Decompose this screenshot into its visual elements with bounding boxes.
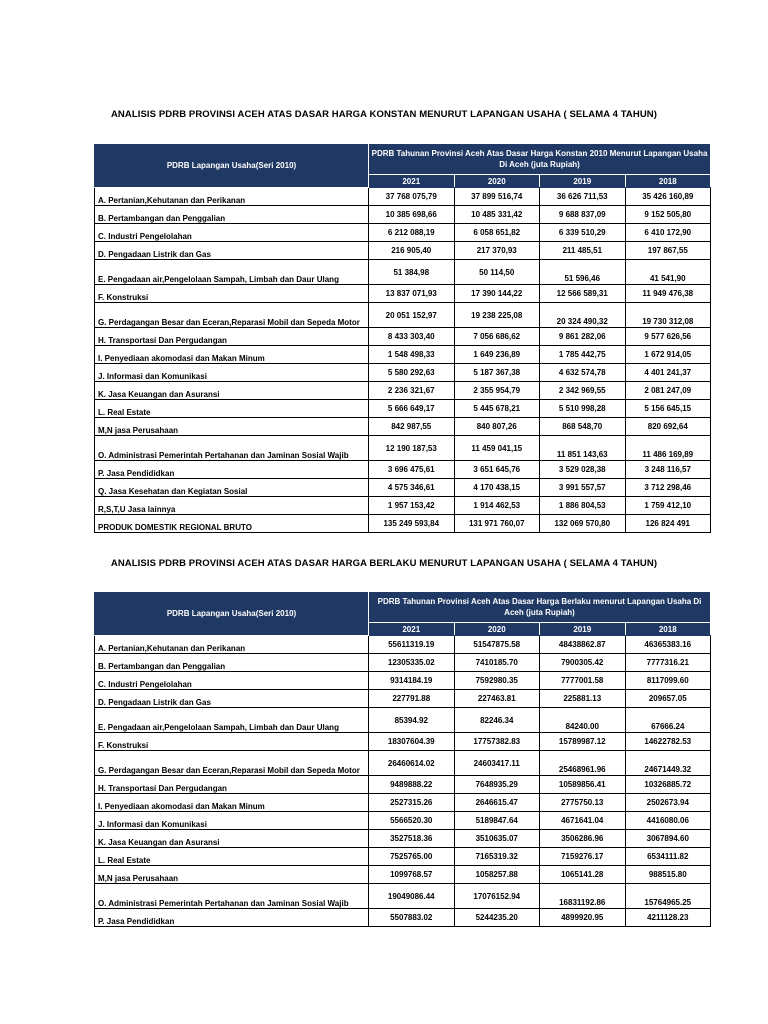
value-cell: 67666.24 <box>625 708 711 733</box>
sector-cell: B. Pertambangan dan Penggalian <box>95 206 369 224</box>
table-row <box>95 461 711 479</box>
value-cell: 9 152 505,80 <box>625 206 711 224</box>
value-cell: 26460614.02 <box>369 751 455 776</box>
table-row <box>95 364 711 382</box>
value-cell: 7777001.58 <box>540 672 626 690</box>
sector-cell: P. Jasa Pendididkan <box>95 461 369 479</box>
table-row <box>95 672 711 690</box>
value-cell: 3 248 116,57 <box>625 461 711 479</box>
value-cell: 11 486 169,89 <box>625 436 711 461</box>
value-cell: 216 905,40 <box>369 242 455 260</box>
value-cell: 5 666 649,17 <box>369 400 455 418</box>
value-cell: 24603417.11 <box>454 751 540 776</box>
value-cell: 17 390 144,22 <box>454 285 540 303</box>
value-cell: 11 949 476,38 <box>625 285 711 303</box>
table-row <box>95 848 711 866</box>
value-cell: 3 712 298,46 <box>625 479 711 497</box>
value-cell: 11 459 041,15 <box>454 436 540 461</box>
value-cell: 227463.81 <box>454 690 540 708</box>
value-cell: 46365383.16 <box>625 636 711 654</box>
sector-cell: L. Real Estate <box>95 848 369 866</box>
table2-title: ANALISIS PDRB PROVINSI ACEH ATAS DASAR HARGA BERLAKU MENURUT LAPANGAN USAHA ( SELAMA 4 TAHUN) <box>110 558 658 569</box>
year-column-header: 2018 <box>625 175 711 188</box>
sector-cell: J. Informasi dan Komunikasi <box>95 364 369 382</box>
value-cell: 1058257.88 <box>454 866 540 884</box>
year-column-header: 2019 <box>540 623 626 636</box>
value-cell: 36 626 711,53 <box>540 188 626 206</box>
value-cell: 3 696 475,61 <box>369 461 455 479</box>
value-cell: 17076152.94 <box>454 884 540 909</box>
sector-cell: H. Transportasi Dan Pergudangan <box>95 328 369 346</box>
value-cell: 15789987.12 <box>540 733 626 751</box>
table-row <box>95 328 711 346</box>
value-cell: 6 212 088,19 <box>369 224 455 242</box>
value-cell: 9489888.22 <box>369 776 455 794</box>
sector-cell: B. Pertambangan dan Penggalian <box>95 654 369 672</box>
value-cell: 1 759 412,10 <box>625 497 711 515</box>
sector-cell: F. Konstruksi <box>95 733 369 751</box>
sector-cell: M,N jasa Perusahaan <box>95 418 369 436</box>
value-cell: 19 238 225,08 <box>454 303 540 328</box>
table-row <box>95 690 711 708</box>
value-cell: 2 342 969,55 <box>540 382 626 400</box>
value-cell: 37 899 516,74 <box>454 188 540 206</box>
year-column-header: 2019 <box>540 175 626 188</box>
value-cell: 55611319.19 <box>369 636 455 654</box>
value-cell: 227791.88 <box>369 690 455 708</box>
value-cell: 4899920.95 <box>540 909 626 927</box>
value-cell: 6534111.82 <box>625 848 711 866</box>
table-row <box>95 794 711 812</box>
value-cell: 7525765.00 <box>369 848 455 866</box>
value-cell: 5 156 645,15 <box>625 400 711 418</box>
value-cell: 50 114,50 <box>454 260 540 285</box>
sector-cell: R,S,T,U Jasa lainnya <box>95 497 369 515</box>
table-row <box>95 260 711 285</box>
table-row <box>95 909 711 927</box>
value-cell: 135 249 593,84 <box>369 515 455 533</box>
value-cell: 5244235.20 <box>454 909 540 927</box>
table-row <box>95 636 711 654</box>
value-cell: 25468961.96 <box>540 751 626 776</box>
value-cell: 5566520.30 <box>369 812 455 830</box>
table-row <box>95 708 711 733</box>
table-row <box>95 751 711 776</box>
sector-cell: G. Perdagangan Besar dan Eceran,Reparasi Mobil dan Sepeda Motor <box>95 303 369 328</box>
value-cell: 1 548 498,33 <box>369 346 455 364</box>
value-cell: 3510635.07 <box>454 830 540 848</box>
value-cell: 7 056 686,62 <box>454 328 540 346</box>
table-row <box>95 224 711 242</box>
value-cell: 51 596,46 <box>540 260 626 285</box>
table-row <box>95 884 711 909</box>
value-cell: 7165319.32 <box>454 848 540 866</box>
value-cell: 35 426 160,89 <box>625 188 711 206</box>
value-cell: 2502673.94 <box>625 794 711 812</box>
value-cell: 51 384,98 <box>369 260 455 285</box>
value-cell: 1099768.57 <box>369 866 455 884</box>
value-cell: 2 081 247,09 <box>625 382 711 400</box>
sector-cell: A. Pertanian,Kehutanan dan Perikanan <box>95 636 369 654</box>
value-cell: 2 236 321,67 <box>369 382 455 400</box>
table-row <box>95 515 711 533</box>
value-cell: 37 768 075,79 <box>369 188 455 206</box>
value-cell: 211 485,51 <box>540 242 626 260</box>
value-cell: 5 510 998,28 <box>540 400 626 418</box>
table-row <box>95 303 711 328</box>
table-row <box>95 188 711 206</box>
value-cell: 41 541,90 <box>625 260 711 285</box>
value-cell: 12 190 187,53 <box>369 436 455 461</box>
group-column-header: PDRB Tahunan Provinsi Aceh Atas Dasar Harga Berlaku menurut Lapangan Usaha Di Aceh (juta Rupiah) <box>369 592 711 623</box>
sector-cell: M,N jasa Perusahaan <box>95 866 369 884</box>
value-cell: 3527518.36 <box>369 830 455 848</box>
value-cell: 7159276.17 <box>540 848 626 866</box>
value-cell: 16831192.86 <box>540 884 626 909</box>
table-row <box>95 418 711 436</box>
value-cell: 842 987,55 <box>369 418 455 436</box>
value-cell: 85394.92 <box>369 708 455 733</box>
value-cell: 1065141.28 <box>540 866 626 884</box>
value-cell: 12305335.02 <box>369 654 455 672</box>
sector-column-header: PDRB Lapangan Usaha(Seri 2010) <box>95 144 369 188</box>
value-cell: 5 580 292,63 <box>369 364 455 382</box>
value-cell: 1 649 236,89 <box>454 346 540 364</box>
table1-title: ANALISIS PDRB PROVINSI ACEH ATAS DASAR HARGA KONSTAN MENURUT LAPANGAN USAHA ( SELAMA 4 TAHUN) <box>110 109 658 120</box>
value-cell: 19 730 312,08 <box>625 303 711 328</box>
value-cell: 17757382.83 <box>454 733 540 751</box>
table-row <box>95 382 711 400</box>
value-cell: 7592980.35 <box>454 672 540 690</box>
value-cell: 132 069 570,80 <box>540 515 626 533</box>
year-column-header: 2020 <box>454 623 540 636</box>
value-cell: 19049086.44 <box>369 884 455 909</box>
value-cell: 7777316.21 <box>625 654 711 672</box>
table-row <box>95 830 711 848</box>
table-row <box>95 206 711 224</box>
table-row <box>95 866 711 884</box>
value-cell: 20 324 490,32 <box>540 303 626 328</box>
value-cell: 197 867,55 <box>625 242 711 260</box>
table-row <box>95 733 711 751</box>
value-cell: 820 692,64 <box>625 418 711 436</box>
table-row <box>95 776 711 794</box>
table-row <box>95 346 711 364</box>
value-cell: 10 485 331,42 <box>454 206 540 224</box>
value-cell: 4416080.06 <box>625 812 711 830</box>
value-cell: 3067894.60 <box>625 830 711 848</box>
value-cell: 5 445 678,21 <box>454 400 540 418</box>
value-cell: 11 851 143,63 <box>540 436 626 461</box>
value-cell: 4 575 346,61 <box>369 479 455 497</box>
sector-cell: E. Pengadaan air,Pengelolaan Sampah, Limbah dan Daur Ulang <box>95 260 369 285</box>
sector-cell: H. Transportasi Dan Pergudangan <box>95 776 369 794</box>
value-cell: 7410185.70 <box>454 654 540 672</box>
value-cell: 5507883.02 <box>369 909 455 927</box>
value-cell: 48438862.87 <box>540 636 626 654</box>
value-cell: 1 672 914,05 <box>625 346 711 364</box>
sector-cell: G. Perdagangan Besar dan Eceran,Reparasi Mobil dan Sepeda Motor <box>95 751 369 776</box>
value-cell: 868 548,70 <box>540 418 626 436</box>
value-cell: 9 577 626,56 <box>625 328 711 346</box>
sector-cell: O. Administrasi Pemerintah Pertahanan dan Jaminan Sosial Wajib <box>95 884 369 909</box>
table-row <box>95 479 711 497</box>
value-cell: 4211128.23 <box>625 909 711 927</box>
value-cell: 84240.00 <box>540 708 626 733</box>
sector-cell: P. Jasa Pendididkan <box>95 909 369 927</box>
value-cell: 1 914 462,53 <box>454 497 540 515</box>
value-cell: 20 051 152,97 <box>369 303 455 328</box>
value-cell: 4 401 241,37 <box>625 364 711 382</box>
value-cell: 18307604.39 <box>369 733 455 751</box>
sector-cell: E. Pengadaan air,Pengelolaan Sampah, Limbah dan Daur Ulang <box>95 708 369 733</box>
pdrb-current-price-table <box>94 591 711 927</box>
value-cell: 8 433 303,40 <box>369 328 455 346</box>
value-cell: 12 566 589,31 <box>540 285 626 303</box>
value-cell: 4 170 438,15 <box>454 479 540 497</box>
value-cell: 2775750.13 <box>540 794 626 812</box>
value-cell: 3 529 028,38 <box>540 461 626 479</box>
value-cell: 24671449.32 <box>625 751 711 776</box>
sector-cell: C. Industri Pengelolahan <box>95 672 369 690</box>
value-cell: 6 339 510,29 <box>540 224 626 242</box>
table-row <box>95 497 711 515</box>
value-cell: 6 410 172,90 <box>625 224 711 242</box>
sector-cell: PRODUK DOMESTIK REGIONAL BRUTO <box>95 515 369 533</box>
value-cell: 51547875.58 <box>454 636 540 654</box>
year-column-header: 2021 <box>369 175 455 188</box>
value-cell: 8117099.60 <box>625 672 711 690</box>
value-cell: 1 957 153,42 <box>369 497 455 515</box>
value-cell: 126 824 491 <box>625 515 711 533</box>
value-cell: 209657.05 <box>625 690 711 708</box>
sector-cell: A. Pertanian,Kehutanan dan Perikanan <box>95 188 369 206</box>
value-cell: 9314184.19 <box>369 672 455 690</box>
sector-cell: K. Jasa Keuangan dan Asuransi <box>95 382 369 400</box>
value-cell: 2527315.26 <box>369 794 455 812</box>
value-cell: 1 785 442,75 <box>540 346 626 364</box>
value-cell: 82246.34 <box>454 708 540 733</box>
value-cell: 2 355 954,79 <box>454 382 540 400</box>
sector-cell: O. Administrasi Pemerintah Pertahanan dan Jaminan Sosial Wajib <box>95 436 369 461</box>
value-cell: 4671641.04 <box>540 812 626 830</box>
value-cell: 3 991 557,57 <box>540 479 626 497</box>
sector-cell: Q. Jasa Kesehatan dan Kegiatan Sosial <box>95 479 369 497</box>
table-row <box>95 242 711 260</box>
value-cell: 988515.80 <box>625 866 711 884</box>
value-cell: 2646615.47 <box>454 794 540 812</box>
value-cell: 840 807,26 <box>454 418 540 436</box>
sector-cell: K. Jasa Keuangan dan Asuransi <box>95 830 369 848</box>
sector-cell: I. Penyediaan akomodasi dan Makan Minum <box>95 346 369 364</box>
value-cell: 5 187 367,38 <box>454 364 540 382</box>
value-cell: 9 861 282,06 <box>540 328 626 346</box>
sector-cell: L. Real Estate <box>95 400 369 418</box>
value-cell: 131 971 760,07 <box>454 515 540 533</box>
value-cell: 10 385 698,66 <box>369 206 455 224</box>
value-cell: 10326885.72 <box>625 776 711 794</box>
value-cell: 1 886 804,53 <box>540 497 626 515</box>
value-cell: 14622782.53 <box>625 733 711 751</box>
sector-cell: C. Industri Pengelolahan <box>95 224 369 242</box>
sector-cell: F. Konstruksi <box>95 285 369 303</box>
sector-cell: J. Informasi dan Komunikasi <box>95 812 369 830</box>
value-cell: 3506286.96 <box>540 830 626 848</box>
value-cell: 6 058 651,82 <box>454 224 540 242</box>
group-column-header: PDRB Tahunan Provinsi Aceh Atas Dasar Harga Konstan 2010 Menurut Lapangan Usaha Di Aceh (juta Rupiah) <box>369 144 711 175</box>
value-cell: 217 370,93 <box>454 242 540 260</box>
table-row <box>95 400 711 418</box>
year-column-header: 2018 <box>625 623 711 636</box>
value-cell: 5189847.64 <box>454 812 540 830</box>
pdrb-constant-price-table <box>94 143 711 533</box>
table-row <box>95 812 711 830</box>
year-column-header: 2020 <box>454 175 540 188</box>
sector-column-header: PDRB Lapangan Usaha(Seri 2010) <box>95 592 369 636</box>
value-cell: 7648935.29 <box>454 776 540 794</box>
sector-cell: D. Pengadaan Listrik dan Gas <box>95 690 369 708</box>
value-cell: 9 688 837,09 <box>540 206 626 224</box>
year-column-header: 2021 <box>369 623 455 636</box>
sector-cell: I. Penyediaan akomodasi dan Makan Minum <box>95 794 369 812</box>
value-cell: 7900305.42 <box>540 654 626 672</box>
value-cell: 4 632 574,78 <box>540 364 626 382</box>
sector-cell: D. Pengadaan Listrik dan Gas <box>95 242 369 260</box>
value-cell: 225881.13 <box>540 690 626 708</box>
table-row <box>95 654 711 672</box>
value-cell: 15764965.25 <box>625 884 711 909</box>
value-cell: 3 651 645,76 <box>454 461 540 479</box>
value-cell: 13 837 071,93 <box>369 285 455 303</box>
table-row <box>95 285 711 303</box>
value-cell: 10589856.41 <box>540 776 626 794</box>
table-row <box>95 436 711 461</box>
